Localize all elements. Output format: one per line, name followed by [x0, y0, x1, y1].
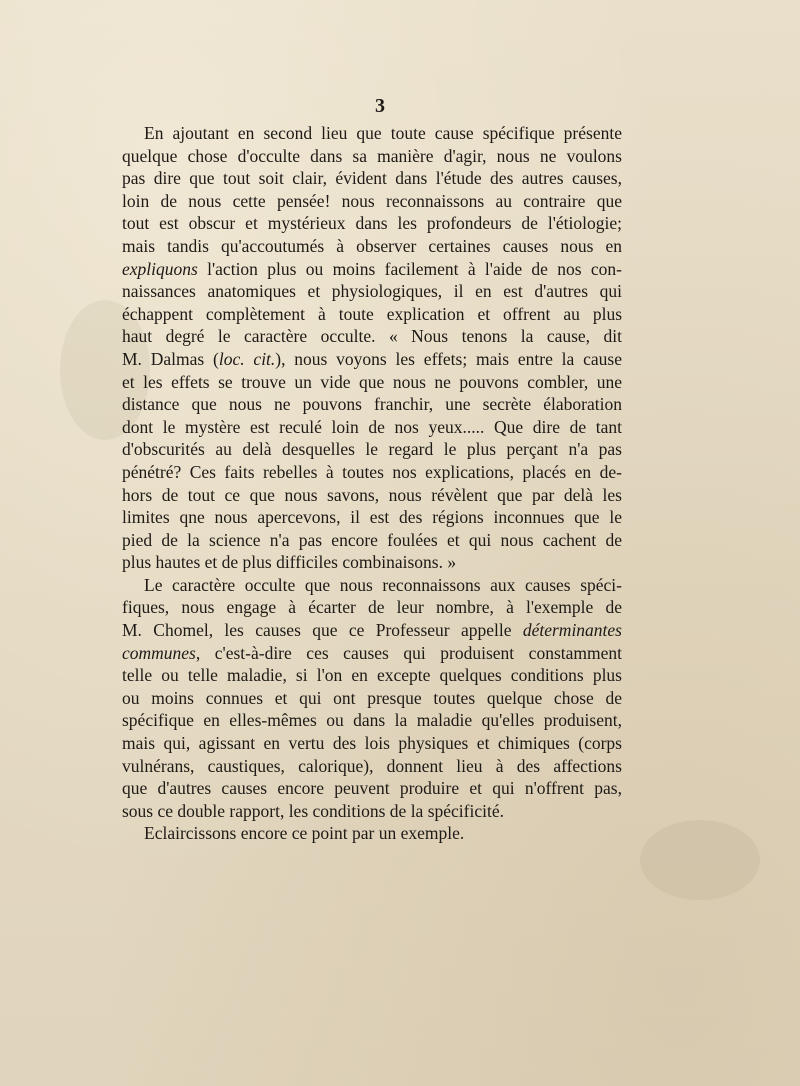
body-text	[122, 122, 622, 845]
text-line: spécifique en elles-mêmes ou dans la maladie qu'elles produisent,	[122, 710, 622, 731]
text-line: loin de nous cette pensée! nous reconnaissons au contraire que	[122, 190, 622, 211]
text-line: dont le mystère est reculé loin de nos yeux..... Que dire de tant	[122, 416, 622, 437]
italic-term: communes	[122, 642, 196, 663]
paragraph	[122, 822, 622, 845]
text-line: distance que nous ne pouvons franchir, une secrète élaboration	[122, 394, 622, 415]
text-line: M. Dalmas (loc. cit.), nous voyons les effets; mais entre la cause	[122, 348, 622, 369]
text-line: plus hautes et de plus difficiles combinaisons. »	[122, 552, 457, 573]
text-line: expliquons l'action plus ou moins facilement à l'aide de nos con-	[122, 258, 622, 279]
text-line: échappent complètement à toute explication et offrent au plus	[122, 303, 622, 324]
italic-citation: loc. cit.	[218, 348, 276, 369]
italic-term: déterminantes	[522, 620, 622, 641]
text-line: quelque chose d'occulte dans sa manière d'agir, nous ne voulons	[122, 145, 622, 166]
text-line: ou moins connues et qui ont presque toutes quelque chose de	[122, 687, 622, 708]
text-line: mais tandis qu'accoutumés à observer certaines causes nous en	[122, 235, 622, 256]
text-line: mais qui, agissant en vertu des lois physiques et chimiques (corps	[122, 733, 622, 754]
text-line: telle ou telle maladie, si l'on en excepte quelques conditions plus	[122, 665, 622, 686]
text-line: limites qne nous apercevons, il est des régions inconnues que le	[122, 507, 622, 528]
text-line: communes, c'est-à-dire ces causes qui produisent constamment	[122, 642, 622, 663]
paragraph	[122, 574, 622, 823]
paper-stain	[640, 820, 760, 900]
text-line: tout est obscur et mystérieux dans les profondeurs de l'étiologie;	[122, 213, 622, 234]
text-line: Eclaircissons encore ce point par un exemple.	[144, 823, 465, 844]
text-line: vulnérans, caustiques, calorique), donnent lieu à des affections	[122, 755, 622, 776]
text-line: pénétré? Ces faits rebelles à toutes nos explications, placés en de-	[122, 461, 622, 482]
text-line: En ajoutant en second lieu que toute cause spécifique présente	[144, 123, 622, 143]
text-line: haut degré le caractère occulte. « Nous tenons la cause, dit	[122, 326, 622, 347]
page-number: 3	[375, 95, 385, 117]
text-line: hors de tout ce que nous savons, nous révèlent que par delà les	[122, 484, 622, 505]
paragraph	[122, 122, 622, 574]
text-line: fiques, nous engage à écarter de leur nombre, à l'exemple de	[122, 597, 622, 618]
text-line: que d'autres causes encore peuvent produire et qui n'offrent pas,	[122, 778, 622, 799]
text-line: pas dire que tout soit clair, évident dans l'étude des autres causes,	[122, 168, 622, 189]
italic-term: expliquons	[122, 258, 198, 279]
text-line: pied de la science n'a pas encore foulées et qui nous cachent de	[122, 529, 622, 550]
text-line: et les effets se trouve un vide que nous ne pouvons combler, une	[122, 371, 622, 392]
text-line: Le caractère occulte que nous reconnaissons aux causes spéci-	[144, 574, 622, 595]
text-line: M. Chomel, les causes que ce Professeur appelle déterminantes	[122, 620, 622, 641]
text-line: d'obscurités au delà desquelles le regard le plus perçant n'a pas	[122, 439, 622, 460]
text-line: naissances anatomiques et physiologiques, il en est d'autres qui	[122, 281, 622, 302]
text-line: sous ce double rapport, les conditions de la spécificité.	[122, 800, 504, 821]
